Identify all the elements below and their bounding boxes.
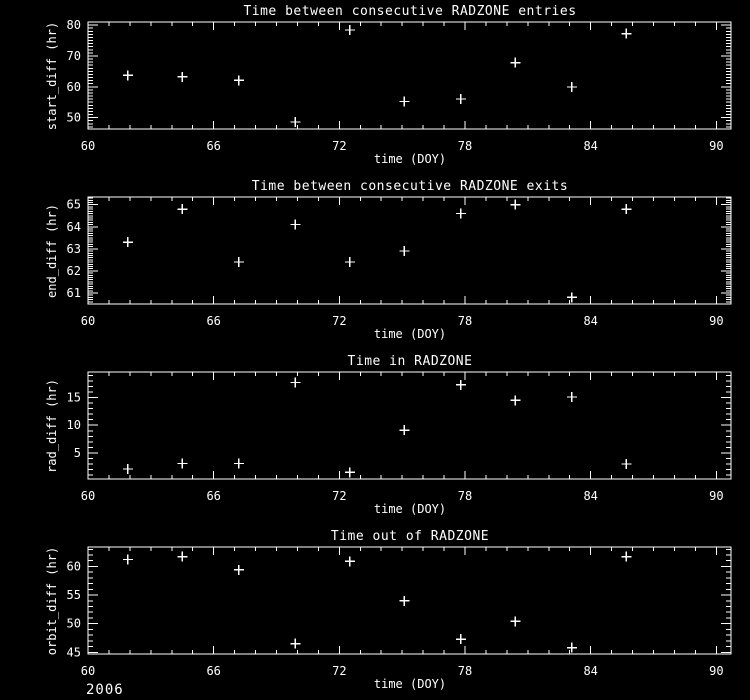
- axes-box: [88, 547, 731, 654]
- y-tick-label: 61: [66, 285, 81, 300]
- axes-box: [88, 197, 731, 304]
- y-tick-label: 60: [66, 559, 81, 574]
- x-tick-label: 72: [332, 489, 347, 503]
- y-tick-label: 62: [66, 263, 81, 278]
- y-axis-label: end_diff (hr): [45, 204, 59, 298]
- x-tick-label: 90: [709, 139, 724, 153]
- x-tick-label: 72: [332, 139, 347, 153]
- x-tick-label: 66: [206, 139, 221, 153]
- x-axis-label: time (DOY): [373, 152, 447, 166]
- y-axis-label: rad_diff (hr): [45, 379, 59, 473]
- x-tick-label: 60: [80, 664, 96, 678]
- plot-title: Time between consecutive RADZONE entries: [243, 4, 577, 19]
- x-tick-label: 78: [457, 664, 473, 678]
- x-axis-label: time (DOY): [373, 327, 447, 341]
- plot-axes-and-points: [67, 197, 731, 328]
- y-tick-label: 80: [66, 18, 81, 33]
- x-tick-label: 84: [583, 664, 598, 678]
- plot-title: Time between consecutive RADZONE exits: [251, 179, 569, 194]
- x-tick-label: 60: [80, 139, 96, 153]
- x-tick-label: 72: [332, 664, 347, 678]
- x-tick-label: 78: [457, 139, 473, 153]
- plot-rad-diff: [0, 350, 750, 525]
- plot-end-diff: [0, 175, 750, 350]
- y-tick-label: 65: [66, 197, 81, 212]
- y-tick-label: 60: [66, 79, 81, 94]
- y-tick-label: 64: [66, 219, 81, 234]
- plot-axes-and-points: [67, 18, 731, 153]
- x-tick-label: 90: [709, 664, 724, 678]
- y-tick-label: 45: [66, 645, 81, 660]
- x-tick-label: 60: [80, 314, 96, 328]
- plot-start-diff: [0, 0, 750, 175]
- x-axis-label: time (DOY): [373, 502, 447, 516]
- plot-title: Time in RADZONE: [347, 354, 473, 369]
- y-tick-label: 15: [66, 390, 81, 405]
- x-tick-label: 66: [206, 664, 221, 678]
- x-tick-label: 90: [709, 489, 724, 503]
- x-tick-label: 84: [583, 489, 598, 503]
- y-tick-label: 63: [66, 241, 81, 256]
- plot-title: Time out of RADZONE: [330, 529, 490, 544]
- plot-orbit-diff: [0, 525, 750, 700]
- y-tick-label: 10: [66, 418, 81, 433]
- x-tick-label: 90: [709, 314, 724, 328]
- plot-axes-and-points: [67, 547, 731, 678]
- x-tick-label: 66: [206, 314, 221, 328]
- x-tick-label: 66: [206, 489, 221, 503]
- x-tick-label: 78: [457, 489, 473, 503]
- x-axis-label: time (DOY): [373, 677, 447, 691]
- y-axis-label: start_diff (hr): [45, 21, 59, 131]
- axes-box: [88, 22, 731, 129]
- x-tick-label: 84: [583, 139, 598, 153]
- y-tick-label: 50: [66, 616, 81, 631]
- x-tick-label: 84: [583, 314, 598, 328]
- y-tick-label: 5: [73, 445, 81, 460]
- x-tick-label: 78: [457, 314, 473, 328]
- y-tick-label: 70: [66, 48, 81, 63]
- year-label: 2006: [86, 682, 124, 698]
- y-tick-label: 55: [66, 588, 81, 603]
- y-axis-label: orbit_diff (hr): [45, 546, 59, 656]
- x-tick-label: 72: [332, 314, 347, 328]
- y-tick-label: 50: [66, 110, 81, 125]
- plot-axes-and-points: [67, 372, 731, 503]
- x-tick-label: 60: [80, 489, 96, 503]
